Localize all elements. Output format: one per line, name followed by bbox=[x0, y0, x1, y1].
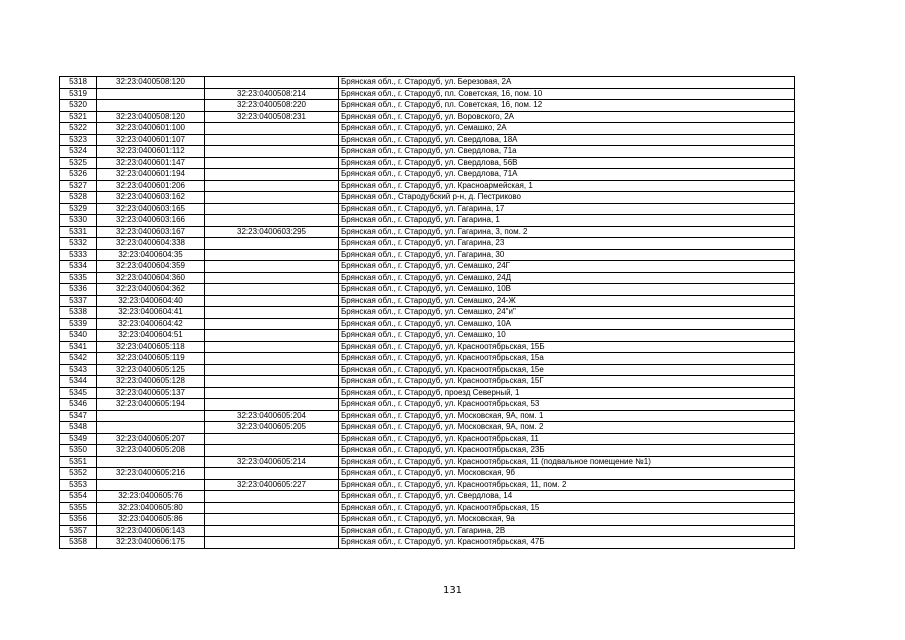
linked-cadastral-number-cell bbox=[205, 353, 339, 365]
row-number-cell: 5335 bbox=[60, 272, 97, 284]
table-row bbox=[60, 341, 795, 353]
table-row bbox=[60, 387, 795, 399]
table-row bbox=[60, 192, 795, 204]
table-row bbox=[60, 307, 795, 319]
row-number-cell: 5333 bbox=[60, 249, 97, 261]
linked-cadastral-number-cell bbox=[205, 169, 339, 181]
table-row bbox=[60, 249, 795, 261]
table-row bbox=[60, 100, 795, 112]
address-cell: Брянская обл., г. Стародуб, ул. Красноармейская, 1 bbox=[339, 180, 795, 192]
row-number-cell: 5349 bbox=[60, 433, 97, 445]
row-number-cell: 5332 bbox=[60, 238, 97, 250]
row-number-cell: 5354 bbox=[60, 491, 97, 503]
table-row bbox=[60, 456, 795, 468]
address-cell: Брянская обл., г. Стародуб, ул. Гагарина, 2В bbox=[339, 525, 795, 537]
table-row bbox=[60, 215, 795, 227]
cadastral-number-cell: 32:23:0400604:51 bbox=[97, 330, 205, 342]
linked-cadastral-number-cell bbox=[205, 341, 339, 353]
linked-cadastral-number-cell bbox=[205, 146, 339, 158]
row-number-cell: 5322 bbox=[60, 123, 97, 135]
row-number-cell: 5330 bbox=[60, 215, 97, 227]
linked-cadastral-number-cell bbox=[205, 123, 339, 135]
cadastral-number-cell: 32:23:0400601:147 bbox=[97, 157, 205, 169]
linked-cadastral-number-cell bbox=[205, 537, 339, 549]
linked-cadastral-number-cell: 32:23:0400508:231 bbox=[205, 111, 339, 123]
linked-cadastral-number-cell bbox=[205, 180, 339, 192]
table-row bbox=[60, 525, 795, 537]
linked-cadastral-number-cell bbox=[205, 238, 339, 250]
linked-cadastral-number-cell bbox=[205, 272, 339, 284]
cadastral-number-cell: 32:23:0400604:35 bbox=[97, 249, 205, 261]
row-number-cell: 5320 bbox=[60, 100, 97, 112]
cadastral-number-cell: 32:23:0400604:40 bbox=[97, 295, 205, 307]
linked-cadastral-number-cell bbox=[205, 134, 339, 146]
row-number-cell: 5358 bbox=[60, 537, 97, 549]
linked-cadastral-number-cell: 32:23:0400508:220 bbox=[205, 100, 339, 112]
address-cell: Брянская обл., г. Стародуб, ул. Московская, 9б bbox=[339, 468, 795, 480]
row-number-cell: 5357 bbox=[60, 525, 97, 537]
cadastral-number-cell bbox=[97, 410, 205, 422]
row-number-cell: 5328 bbox=[60, 192, 97, 204]
cadastral-number-cell: 32:23:0400605:207 bbox=[97, 433, 205, 445]
table-row bbox=[60, 261, 795, 273]
address-cell: Брянская обл., г. Стародуб, ул. Воровского, 2А bbox=[339, 111, 795, 123]
cadastral-number-cell bbox=[97, 456, 205, 468]
linked-cadastral-number-cell bbox=[205, 445, 339, 457]
table-row bbox=[60, 88, 795, 100]
cadastral-number-cell: 32:23:0400605:125 bbox=[97, 364, 205, 376]
registry-table-body bbox=[60, 77, 795, 549]
table-row bbox=[60, 410, 795, 422]
linked-cadastral-number-cell bbox=[205, 468, 339, 480]
row-number-cell: 5344 bbox=[60, 376, 97, 388]
table-row bbox=[60, 502, 795, 514]
table-row bbox=[60, 146, 795, 158]
address-cell: Брянская обл., г. Стародуб, ул. Гагарина, 30 bbox=[339, 249, 795, 261]
table-row bbox=[60, 123, 795, 135]
table-row bbox=[60, 468, 795, 480]
table-row bbox=[60, 284, 795, 296]
linked-cadastral-number-cell bbox=[205, 192, 339, 204]
linked-cadastral-number-cell bbox=[205, 215, 339, 227]
address-cell: Брянская обл., г. Стародуб, ул. Красноотябрьская, 15Г bbox=[339, 376, 795, 388]
cadastral-number-cell: 32:23:0400605:137 bbox=[97, 387, 205, 399]
address-cell: Брянская обл., г. Стародуб, ул. Семашко, 24-Ж bbox=[339, 295, 795, 307]
table-row bbox=[60, 514, 795, 526]
cadastral-number-cell: 32:23:0400604:362 bbox=[97, 284, 205, 296]
linked-cadastral-number-cell bbox=[205, 364, 339, 376]
row-number-cell: 5325 bbox=[60, 157, 97, 169]
row-number-cell: 5331 bbox=[60, 226, 97, 238]
row-number-cell: 5350 bbox=[60, 445, 97, 457]
table-row bbox=[60, 77, 795, 89]
linked-cadastral-number-cell bbox=[205, 307, 339, 319]
linked-cadastral-number-cell bbox=[205, 433, 339, 445]
linked-cadastral-number-cell bbox=[205, 203, 339, 215]
address-cell: Брянская обл., г. Стародуб, ул. Красноотябрьская, 11, пом. 2 bbox=[339, 479, 795, 491]
cadastral-number-cell: 32:23:0400605:119 bbox=[97, 353, 205, 365]
cadastral-number-cell: 32:23:0400508:120 bbox=[97, 77, 205, 89]
linked-cadastral-number-cell: 32:23:0400508:214 bbox=[205, 88, 339, 100]
address-cell: Брянская обл., г. Стародуб, ул. Красноотябрьская, 11 (подвальное помещение №1) bbox=[339, 456, 795, 468]
linked-cadastral-number-cell bbox=[205, 399, 339, 411]
address-cell: Брянская обл., г. Стародуб, ул. Семашко, 10В bbox=[339, 284, 795, 296]
address-cell: Брянская обл., г. Стародуб, ул. Красноотябрьская, 11 bbox=[339, 433, 795, 445]
address-cell: Брянская обл., г. Стародуб, ул. Гагарина, 17 bbox=[339, 203, 795, 215]
row-number-cell: 5321 bbox=[60, 111, 97, 123]
row-number-cell: 5343 bbox=[60, 364, 97, 376]
address-cell: Брянская обл., г. Стародуб, ул. Красноотябрьская, 47Б bbox=[339, 537, 795, 549]
address-cell: Брянская обл., г. Стародуб, ул. Московская, 9А, пом. 2 bbox=[339, 422, 795, 434]
linked-cadastral-number-cell bbox=[205, 502, 339, 514]
linked-cadastral-number-cell: 32:23:0400605:205 bbox=[205, 422, 339, 434]
row-number-cell: 5323 bbox=[60, 134, 97, 146]
linked-cadastral-number-cell bbox=[205, 318, 339, 330]
row-number-cell: 5327 bbox=[60, 180, 97, 192]
row-number-cell: 5351 bbox=[60, 456, 97, 468]
cadastral-number-cell: 32:23:0400606:175 bbox=[97, 537, 205, 549]
cadastral-number-cell: 32:23:0400601:194 bbox=[97, 169, 205, 181]
linked-cadastral-number-cell: 32:23:0400605:227 bbox=[205, 479, 339, 491]
linked-cadastral-number-cell bbox=[205, 525, 339, 537]
cadastral-number-cell: 32:23:0400603:162 bbox=[97, 192, 205, 204]
table-row bbox=[60, 134, 795, 146]
cadastral-number-cell bbox=[97, 100, 205, 112]
table-row bbox=[60, 399, 795, 411]
row-number-cell: 5345 bbox=[60, 387, 97, 399]
table-row bbox=[60, 157, 795, 169]
row-number-cell: 5329 bbox=[60, 203, 97, 215]
row-number-cell: 5318 bbox=[60, 77, 97, 89]
linked-cadastral-number-cell: 32:23:0400603:295 bbox=[205, 226, 339, 238]
cadastral-number-cell: 32:23:0400601:112 bbox=[97, 146, 205, 158]
cadastral-number-cell: 32:23:0400603:166 bbox=[97, 215, 205, 227]
address-cell: Брянская обл., г. Стародуб, ул. Семашко, 24Г bbox=[339, 261, 795, 273]
table-row bbox=[60, 203, 795, 215]
address-cell: Брянская обл., г. Стародуб, ул. Гагарина, 1 bbox=[339, 215, 795, 227]
row-number-cell: 5334 bbox=[60, 261, 97, 273]
table-row bbox=[60, 422, 795, 434]
cadastral-number-cell: 32:23:0400603:167 bbox=[97, 226, 205, 238]
address-cell: Брянская обл., г. Стародуб, ул. Красноотябрьская, 15Б bbox=[339, 341, 795, 353]
address-cell: Брянская обл., г. Стародуб, ул. Московская, 9А, пом. 1 bbox=[339, 410, 795, 422]
linked-cadastral-number-cell bbox=[205, 249, 339, 261]
cadastral-number-cell: 32:23:0400601:107 bbox=[97, 134, 205, 146]
address-cell: Брянская обл., г. Стародуб, пл. Советская, 16, пом. 12 bbox=[339, 100, 795, 112]
cadastral-number-cell: 32:23:0400605:80 bbox=[97, 502, 205, 514]
cadastral-number-cell: 32:23:0400604:41 bbox=[97, 307, 205, 319]
row-number-cell: 5348 bbox=[60, 422, 97, 434]
row-number-cell: 5341 bbox=[60, 341, 97, 353]
cadastral-number-cell: 32:23:0400605:216 bbox=[97, 468, 205, 480]
row-number-cell: 5336 bbox=[60, 284, 97, 296]
cadastral-number-cell bbox=[97, 422, 205, 434]
cadastral-number-cell: 32:23:0400603:165 bbox=[97, 203, 205, 215]
linked-cadastral-number-cell bbox=[205, 284, 339, 296]
row-number-cell: 5326 bbox=[60, 169, 97, 181]
registry-table bbox=[59, 76, 795, 549]
linked-cadastral-number-cell: 32:23:0400605:204 bbox=[205, 410, 339, 422]
address-cell: Брянская обл., г. Стародуб, ул. Гагарина, 23 bbox=[339, 238, 795, 250]
address-cell: Брянская обл., г. Стародуб, ул. Березовая, 2А bbox=[339, 77, 795, 89]
linked-cadastral-number-cell bbox=[205, 491, 339, 503]
row-number-cell: 5342 bbox=[60, 353, 97, 365]
table-row bbox=[60, 318, 795, 330]
linked-cadastral-number-cell bbox=[205, 376, 339, 388]
cadastral-number-cell: 32:23:0400605:128 bbox=[97, 376, 205, 388]
address-cell: Брянская обл., г. Стародуб, ул. Красноотябрьская, 53 bbox=[339, 399, 795, 411]
cadastral-number-cell: 32:23:0400508:120 bbox=[97, 111, 205, 123]
cadastral-number-cell: 32:23:0400605:86 bbox=[97, 514, 205, 526]
cadastral-number-cell bbox=[97, 479, 205, 491]
table-row bbox=[60, 180, 795, 192]
table-row bbox=[60, 376, 795, 388]
cadastral-number-cell: 32:23:0400604:42 bbox=[97, 318, 205, 330]
table-row bbox=[60, 445, 795, 457]
cadastral-number-cell: 32:23:0400601:206 bbox=[97, 180, 205, 192]
address-cell: Брянская обл., г. Стародуб, ул. Семашко, 24Д bbox=[339, 272, 795, 284]
table-row bbox=[60, 537, 795, 549]
address-cell: Брянская обл., г. Стародуб, проезд Северный, 1 bbox=[339, 387, 795, 399]
address-cell: Брянская обл., г. Стародуб, ул. Семашко, 24"и" bbox=[339, 307, 795, 319]
address-cell: Брянская обл., г. Стародуб, ул. Свердлова, 14 bbox=[339, 491, 795, 503]
row-number-cell: 5355 bbox=[60, 502, 97, 514]
address-cell: Брянская обл., г. Стародуб, ул. Семашко, 10А bbox=[339, 318, 795, 330]
cadastral-number-cell bbox=[97, 88, 205, 100]
cadastral-number-cell: 32:23:0400606:143 bbox=[97, 525, 205, 537]
address-cell: Брянская обл., Стародубский р-н, д. Пестриково bbox=[339, 192, 795, 204]
address-cell: Брянская обл., г. Стародуб, ул. Московская, 9а bbox=[339, 514, 795, 526]
row-number-cell: 5319 bbox=[60, 88, 97, 100]
row-number-cell: 5337 bbox=[60, 295, 97, 307]
address-cell: Брянская обл., г. Стародуб, ул. Гагарина, 3, пом. 2 bbox=[339, 226, 795, 238]
linked-cadastral-number-cell bbox=[205, 77, 339, 89]
cadastral-number-cell: 32:23:0400605:118 bbox=[97, 341, 205, 353]
cadastral-number-cell: 32:23:0400605:194 bbox=[97, 399, 205, 411]
table-row bbox=[60, 491, 795, 503]
table-row bbox=[60, 111, 795, 123]
page-number: 131 bbox=[442, 585, 463, 596]
table-row bbox=[60, 353, 795, 365]
row-number-cell: 5352 bbox=[60, 468, 97, 480]
address-cell: Брянская обл., г. Стародуб, ул. Красноотябрьская, 15 bbox=[339, 502, 795, 514]
address-cell: Брянская обл., г. Стародуб, ул. Красноотябрьская, 23Б bbox=[339, 445, 795, 457]
address-cell: Брянская обл., г. Стародуб, ул. Свердлова, 18А bbox=[339, 134, 795, 146]
address-cell: Брянская обл., г. Стародуб, ул. Свердлова, 71а bbox=[339, 146, 795, 158]
table-row bbox=[60, 330, 795, 342]
cadastral-number-cell: 32:23:0400601:100 bbox=[97, 123, 205, 135]
row-number-cell: 5346 bbox=[60, 399, 97, 411]
row-number-cell: 5340 bbox=[60, 330, 97, 342]
linked-cadastral-number-cell bbox=[205, 157, 339, 169]
row-number-cell: 5339 bbox=[60, 318, 97, 330]
address-cell: Брянская обл., г. Стародуб, ул. Красноотябрьская, 15а bbox=[339, 353, 795, 365]
linked-cadastral-number-cell bbox=[205, 330, 339, 342]
linked-cadastral-number-cell bbox=[205, 387, 339, 399]
cadastral-number-cell: 32:23:0400604:338 bbox=[97, 238, 205, 250]
address-cell: Брянская обл., г. Стародуб, пл. Советская, 16, пом. 10 bbox=[339, 88, 795, 100]
linked-cadastral-number-cell bbox=[205, 261, 339, 273]
table-row bbox=[60, 226, 795, 238]
row-number-cell: 5356 bbox=[60, 514, 97, 526]
row-number-cell: 5324 bbox=[60, 146, 97, 158]
table-row bbox=[60, 169, 795, 181]
row-number-cell: 5353 bbox=[60, 479, 97, 491]
address-cell: Брянская обл., г. Стародуб, ул. Свердлова, 71А bbox=[339, 169, 795, 181]
address-cell: Брянская обл., г. Стародуб, ул. Красноотябрьская, 15е bbox=[339, 364, 795, 376]
row-number-cell: 5338 bbox=[60, 307, 97, 319]
address-cell: Брянская обл., г. Стародуб, ул. Свердлова, 56В bbox=[339, 157, 795, 169]
cadastral-number-cell: 32:23:0400604:359 bbox=[97, 261, 205, 273]
linked-cadastral-number-cell: 32:23:0400605:214 bbox=[205, 456, 339, 468]
table-row bbox=[60, 295, 795, 307]
table-row bbox=[60, 238, 795, 250]
address-cell: Брянская обл., г. Стародуб, ул. Семашко, 10 bbox=[339, 330, 795, 342]
cadastral-number-cell: 32:23:0400605:76 bbox=[97, 491, 205, 503]
linked-cadastral-number-cell bbox=[205, 295, 339, 307]
address-cell: Брянская обл., г. Стародуб, ул. Семашко, 2А bbox=[339, 123, 795, 135]
table-row bbox=[60, 479, 795, 491]
table-row bbox=[60, 272, 795, 284]
table-row bbox=[60, 364, 795, 376]
cadastral-number-cell: 32:23:0400605:208 bbox=[97, 445, 205, 457]
table-row bbox=[60, 433, 795, 445]
cadastral-number-cell: 32:23:0400604:360 bbox=[97, 272, 205, 284]
row-number-cell: 5347 bbox=[60, 410, 97, 422]
linked-cadastral-number-cell bbox=[205, 514, 339, 526]
